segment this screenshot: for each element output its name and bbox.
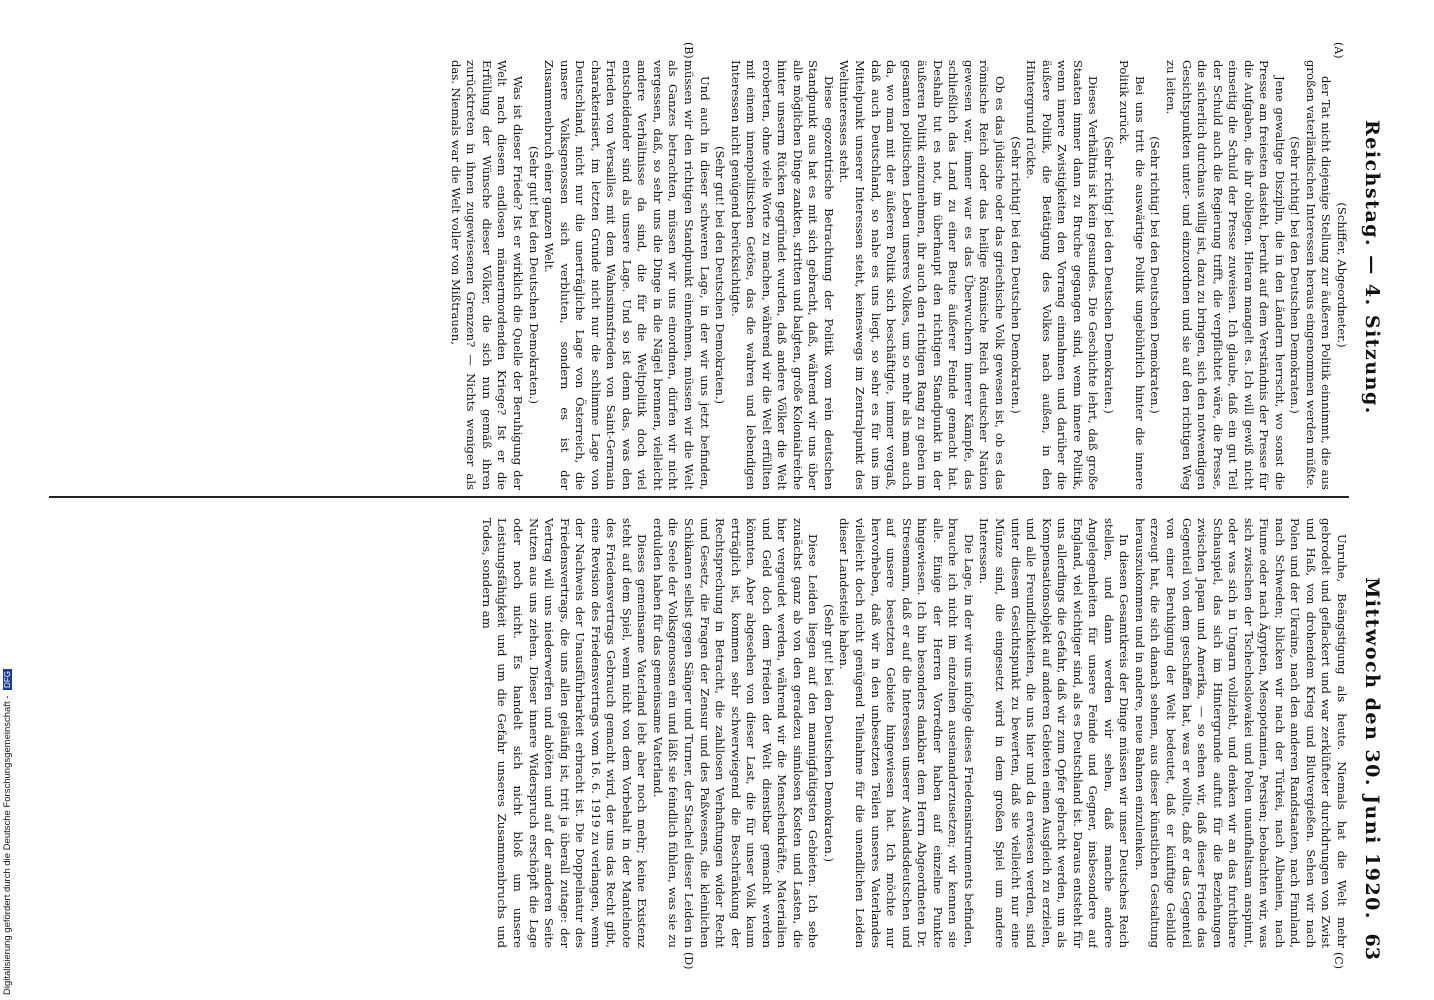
left-column-paragraph: der Tat nicht diejenige Stellung zur äußeren Politik einnimmt, die aus großen vaterländischen Interessen heraus eingenommen werden müßte. bbox=[1303, 60, 1334, 490]
left-column-paragraph: Bei uns tritt die auswärtige Politik ungebührlich hinter die innere Politik zurück. bbox=[1117, 60, 1147, 490]
credit-text-line bbox=[2, 610, 18, 995]
margin-marker-a: (A) bbox=[1332, 42, 1345, 59]
left-column-paragraph: Was ist dieser Friede? Ist er wirklich die Quelle der Beruhigung der Welt nach diesem endlosen männermordenden Kriege? Ist er die Erfüllung der Wünsche dieser Völker, die sich nun gemäß ihren zurücktreten in ihnen zugewiesenen Grenzen? — Nichts weniger als das. Niemals war die Welt voller von Mißtrauen, bbox=[448, 60, 526, 490]
digitization-credit bbox=[2, 610, 22, 995]
left-column-paragraph: (Schiffer, Abgeordneter.) bbox=[1335, 202, 1349, 348]
left-column-paragraph: Diese egozentrische Betrachtung der Politik vom rein deutschen Standpunkt aus hat es mit sich gebracht, daß, während wir uns über alle möglichen Dinge zankten, stritten und balgten, große Kolonialreiche hinter unserm Rücken gegründet wurden, daß andere Völker die Welt eroberten, ohne viele Worte zu machen, während wir die Welt erfüllten mit einem innenpolitischen Getöse, das die wahren und lebendigen Interessen nicht genügend berücksichtigte. bbox=[728, 60, 836, 490]
right-column-paragraph: Dieses gemeinsame Vaterland lebt aber noch mehr; keine Existenz steht auf dem Spiel, wenn nicht von dem Vorbehalt in der Mantelnote des Friedensvertrags Gebrauch gemacht wird, der uns das Recht gibt, eine Revision des Friedensvertrags vom 16. 6. 1919 zu verlangen, wenn der Nachweis der Unausführbarkeit erbracht ist. Die Doppelnatur des Friedensvertrags, die uns allen geläufig ist, tritt ja überall zutage: der Vertrag will uns niederwerfen und abtöten und auf der anderen Seite Nutzen aus uns ziehen. Dieser innere Widerspruch erschöpft die Lage oder noch nicht. Es handelt sich nicht bloß um unsere Leistungsfähigkeit und um die Gefahr unseres Zusammenbruchs und Todes, sondern am bbox=[479, 518, 650, 948]
left-column-paragraph: Jene gewaltige Disziplin, die in den Ländern herrscht, wo sonst die Presse am freiesten dasteht, beruht auf dem Verständnis der Presse für die Aufgaben, die ihr obliegen. Hieran mangelt es. Ich will gewiß nicht einseitig die Schuld der Presse zuweisen. Ich glaube, daß ein gut Teil der Schuld auch die Regierung trifft, die verpflichtet wäre, die Presse, die sicherlich durchaus willig ist, dazu zu bringen, sich den notwendigen Gesichtspunkten unter- und einzuordnen und sie auf den richtigen Weg zu leiten. bbox=[1163, 60, 1287, 490]
margin-marker-b: (B) bbox=[682, 42, 695, 59]
date-heading: Mittwoch den 30. Juni 1920. bbox=[1361, 577, 1383, 920]
left-column-paragraph: (Sehr richtig! bei den Deutschen Demokraten.) bbox=[1288, 136, 1303, 414]
right-column-paragraph: Diese Leiden liegen auf den mannigfaltigsten Gebieten. Ich sehe zunächst ganz ab von den geradezu sinnlosen Kosten und Lasten, die hier vergeudet werden, während wir die Menschenkräfte, Materialien und Geld doch dem Frieden der Welt dienstbar gemacht werden könnten. Aber abgesehen von dieser Last, die für unser Volk kaum erträglich ist, kommen sehr schwerwiegend die Beschränkung der Rechtsprechung in Betracht, die zahllosen Verhaftungen wider Recht und Gesetz, die Fragen der Zensur und des Paßwesens, die kleinlichen Schikanen selbst gegen Sänger und Turner, der Stachel dieser Leiden in die Seele der Volksgenossen ein und läßt sie feindlich fühlen, was sie zu erdulden haben für das gemeinsame Vaterland. bbox=[650, 518, 821, 948]
left-column-paragraph: (Sehr richtig! bei den Deutschen Demokraten.) bbox=[1148, 136, 1163, 414]
left-column-paragraph: (Sehr richtig! bei den Deutschen Demokraten.) bbox=[1008, 136, 1023, 414]
right-column-paragraph: Die Lage, in der wir uns infolge dieses Friedensinstruments befinden, brauche ich nicht im einzelnen auseinanderzusetzen; wir kennen sie alle. Einige der Herren Vorredner haben auf einzelne Punkte hingewiesen. Ich bin besonders dankbar dem Herrn Abgeordneten Dr. Stresemann, daß er auf die Interessen unserer Auslandsdeutschen und auf unsere besetzten Gebiete hingewiesen hat. Ich möchte nur hervorheben, daß wir in den unbesetzten Teilen unseres Vaterlandes vielleicht doch nicht genügend Teilnahme für die unendlichen Leiden dieser Landesteile haben. bbox=[837, 518, 976, 948]
credit-text: Digitalisierung gefördert durch die Deutsche Forschungsgemeinschaft - bbox=[2, 695, 13, 995]
right-column-paragraph: In diesen Gesamtkreis der Dinge müssen wir unser Deutsches Reich stellen, und dann werden wir sehen, daß manche andere Angelegenheiten für unsere Feinde und Gegner, insbesondere auf England, viel wichtiger sind, als es Deutschland ist. Daraus entsteht für uns allerdings die Gefahr, daß wir zum Opfer gebracht werden, um als Kompensationsobjekt auf anderen Gebieten einen Ausgleich zu erzielen, und alle Freundlichkeiten, die uns hier und da erwiesen werden, sind unter diesem Gesichtspunkt zu bewerten, daß sie vielleicht nur eine Münze sind, die eingesetzt wird in dem großen Spiel um andere Interessen. bbox=[977, 518, 1132, 948]
page-header bbox=[1357, 60, 1383, 960]
right-column-paragraph: Unruhe, Beängstigung als heute. Niemals hat die Welt mehr gebrodelt und geflackert und war zerklüfteter durchdrungen von Zwist und Haß, von drohendem Krieg und Blutvergießen. Sehen wir nach Polen und der Ukraine, nach den anderen Randstaaten, nach Finnland, nach Schweden; blicken wir nach der Türkei, nach Albanien, nach Fiume oder nach Ägypten, Mesopotamien, Persien; beobachten wir, was sich zwischen der Tschechoslowakei und Polen unaufhaltsam anspinnt, oder was sich in Ungarn vollzieht, und denken wir an das furchtbare Schauspiel, das sich im Hintergrunde auftut für die Beziehungen zwischen Japan und Amerika, — so sehen wir, daß dieser Friede das Gegenteil von dem geschaffen hat, was er wollte, daß er das Gegenteil von einer Beruhigung der Welt bedeutet, daß er künftige Gebilde erzeugt hat, die sich danach sehnen, aus dieser künstlichen Gestaltung herauszukommen und in andere, neue Bahnen einzulenken. bbox=[1132, 518, 1349, 948]
margin-marker-c: (C) bbox=[1332, 952, 1345, 969]
document-page bbox=[15, 0, 1395, 1000]
left-text-column bbox=[49, 60, 1349, 490]
left-column-paragraph: Dieses Verhältnis ist kein gesundes. Die Geschichte lehrt, daß große Staaten immer dann zu Bruche gegangen sind, wenn innere Politik, wenn innere Zwistigkeiten den Vorrang einnahmen und darüber die äußere Politik, die Betätigung des Volkes nach außen, in den Hintergrund rückte. bbox=[1024, 60, 1101, 490]
left-column-paragraph: (Sehr gut! bei den Deutschen Demokraten.) bbox=[713, 145, 728, 405]
dfg-logo: DFG bbox=[3, 671, 12, 688]
left-running-title: Reichstag. — 4. Sitzung. bbox=[1361, 120, 1383, 415]
column-divider bbox=[49, 496, 1349, 498]
left-column-paragraph: Und auch in dieser schweren Lage, in der wir uns jetzt befinden, müssen wir den richtigen Standpunkt einnehmen, müssen wir die Welt als Ganzes betrachten, müssen wir uns einordnen, dürfen wir nicht vergessen, daß, so sehr uns die Dinge in die Nägel brennen, vielleicht andere Verhältnisse da sind, die für die Weltpolitik doch viel entscheidender sind als unsere Lage. Und so ist denn das, was den Frieden von Versailles mit dem Wahnsinnsfrieden von Saint-Germain charakterisiert, im letzten Grunde nicht nur die schlimme Lage von Deutschland, nicht nur die unerträgliche Lage von Österreich, die unsere Volksgenossen sich verbluten, sondern es ist der Zusammenbruch einer ganzen Welt. bbox=[542, 60, 712, 490]
right-column-paragraph: (Sehr gut! bei den Deutschen Demokraten.) bbox=[821, 603, 836, 863]
margin-marker-d: (D) bbox=[682, 952, 695, 970]
page-number: 63 bbox=[1361, 933, 1383, 960]
left-column-paragraph: Ob es das jüdische oder das griechische Volk gewesen ist, ob es das römische Reich oder das heilige Römische Reich deutscher Nation gewesen war, immer war es das Überwuchern innerer Kämpfe, das schließlich das Land zu einer Beute äußerer Feinde gemacht hat. Deshalb tut es not, im überhaupt den richtigen Standpunkt in der äußeren Politik einzunehmen, ihr auch den richtigen Rang zu geben im gesamten politischen Leben unseres Volkes, um so mehr als man auch da, wo man mit der äußeren Politik sich beschäftigte, immer vergaß, daß auch Deutschland, so nahe es uns liegt, so sehr es für uns im Mittelpunkt unserer Interessen steht, keineswegs im Zentralpunkt des Weltinteresses steht. bbox=[837, 60, 1007, 490]
left-column-paragraph: (Sehr richtig! bei den Deutschen Demokraten.) bbox=[1101, 136, 1116, 414]
left-column-paragraph: (Sehr gut! bei den Deutschen Demokraten.) bbox=[526, 145, 541, 405]
right-text-column bbox=[49, 518, 1349, 948]
